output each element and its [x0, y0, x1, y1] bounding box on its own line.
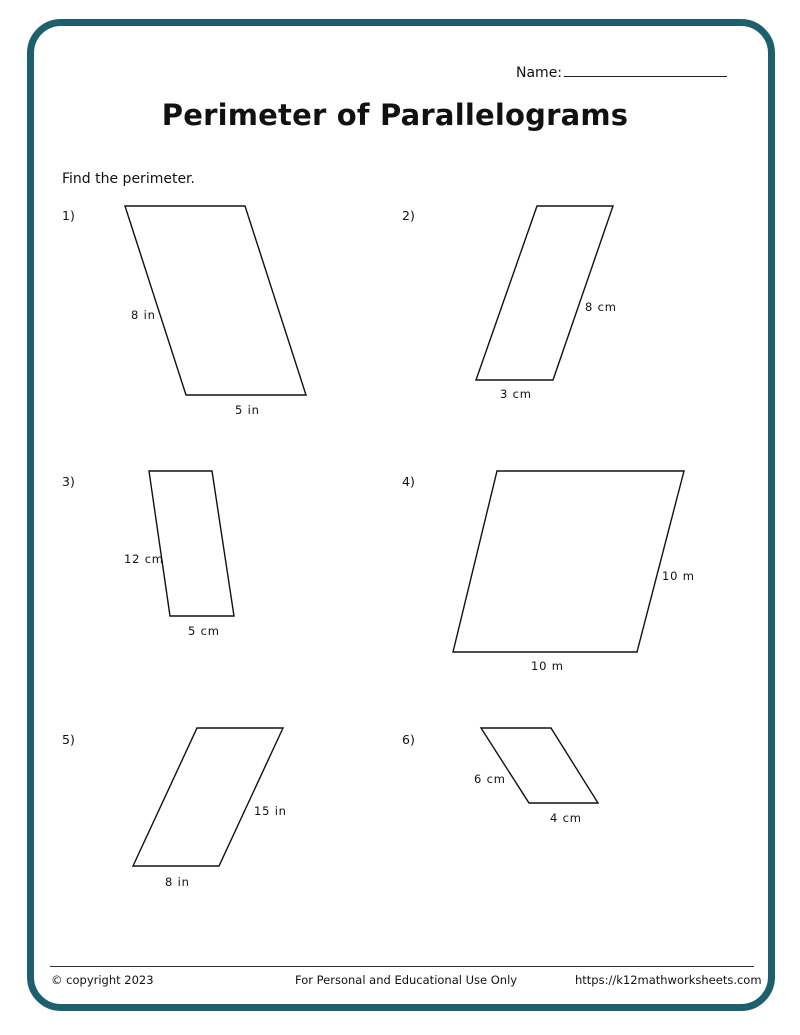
problem-6 [402, 728, 598, 825]
side-length-label: 6 cm [474, 772, 506, 786]
problem-3 [62, 471, 234, 638]
side-length-label: 8 in [131, 308, 156, 322]
problem-number: 2) [402, 208, 415, 223]
parallelogram-shape [453, 471, 684, 652]
base-length-label: 5 in [235, 403, 260, 417]
page-title: Perimeter of Parallelograms [161, 98, 629, 132]
parallelogram-shape [133, 728, 283, 866]
parallelogram-shape [481, 728, 598, 803]
footer-copyright: © copyright 2023 [51, 973, 154, 987]
side-length-label: 10 m [662, 569, 695, 583]
base-length-label: 10 m [531, 659, 564, 673]
problem-4 [402, 471, 695, 673]
parallelogram-shape [149, 471, 234, 616]
parallelogram-shape [476, 206, 613, 380]
side-length-label: 15 in [254, 804, 287, 818]
problem-number: 6) [402, 732, 415, 747]
footer-usage-note: For Personal and Educational Use Only [295, 973, 518, 987]
problem-1 [62, 206, 306, 417]
footer-divider [50, 966, 754, 967]
problem-number: 5) [62, 732, 75, 747]
base-length-label: 5 cm [188, 624, 220, 638]
instruction-text: Find the perimeter. [62, 171, 195, 187]
side-length-label: 8 cm [585, 300, 617, 314]
footer-site-link[interactable]: https://k12mathworksheets.com [575, 973, 762, 987]
base-length-label: 3 cm [500, 387, 532, 401]
problem-number: 4) [402, 474, 415, 489]
problem-5 [62, 728, 287, 889]
problem-number: 3) [62, 474, 75, 489]
parallelogram-shape [125, 206, 306, 395]
side-length-label: 12 cm [124, 552, 164, 566]
base-length-label: 8 in [165, 875, 190, 889]
problem-number: 1) [62, 208, 75, 223]
problem-2 [402, 206, 617, 401]
base-length-label: 4 cm [550, 811, 582, 825]
name-label: Name: [516, 65, 563, 81]
